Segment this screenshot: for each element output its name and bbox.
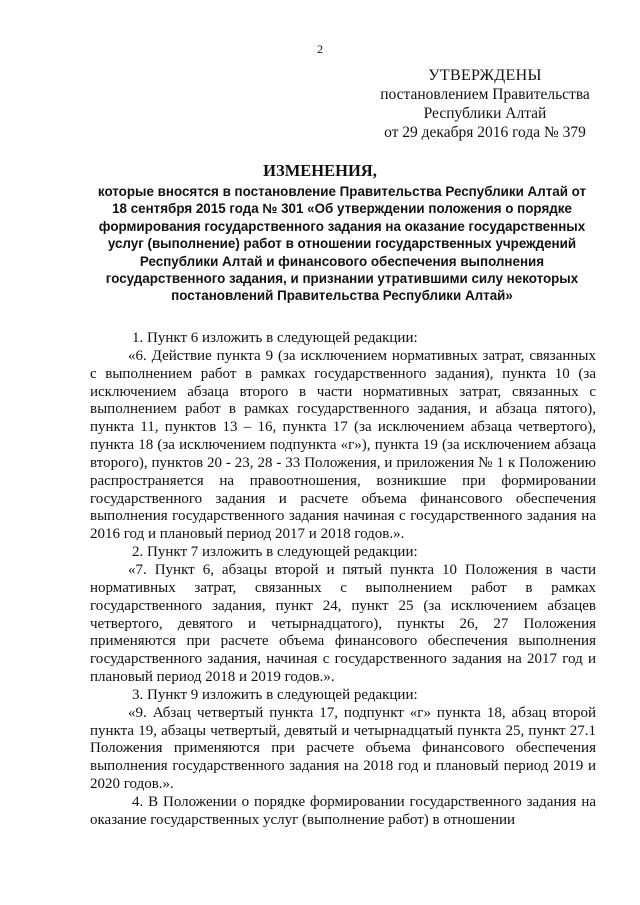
approval-line-date: от 29 декабря 2016 года № 379: [384, 124, 586, 141]
approval-stamp: [360, 66, 610, 142]
approval-line-region: Республики Алтай: [423, 105, 547, 122]
document-body: [90, 330, 596, 830]
paragraph-3: 2. Пункт 7 изложить в следующей редакции:: [132, 544, 418, 561]
paragraph-1: 1. Пункт 6 изложить в следующей редакции:: [132, 330, 418, 346]
page-number: 2: [317, 42, 323, 56]
paragraph-4: «7. Пункт 6, абзацы второй и пятый пункта 10 Положения в части нормативных затрат, связанных с выполнением работ в рамках государственного задания, пункт 24, пункт 25 (за исключением абзацев четвертого, девятого и четырнадцатого), пункты 26, 27 Положения применяются при расчете объема финансового обеспечения выполнения государственного задания, начиная с государственного задания на 2017 год и плановый период 2018 и 2019 годов.».: [90, 561, 596, 686]
paragraph-5: 3. Пункт 9 изложить в следующей редакции:: [132, 686, 418, 703]
paragraph-7: 4. В Положении о порядке формировании государственного задания на оказание государственных услуг (выполнение работ) в отношении: [90, 793, 596, 828]
approval-line-authority: постановлением Правительства: [380, 86, 590, 103]
paragraph-6: «9. Абзац четвертый пункта 17, подпункт «г» пункта 18, абзац второй пункта 19, абзацы четвертый, девятый и четырнадцатый пункта 25, пункт 27.1 Положения применяются при расчете объема финансового обеспечения выполнения государственного задания на 2018 год и плановый период 2019 и 2020 годов.».: [90, 704, 596, 793]
approval-heading: УТВЕРЖДЕНЫ: [428, 67, 542, 84]
document-subtitle: которые вносятся в постановление Правительства Республики Алтай от 18 сентября 2015 года № 301 «Об утверждении положения о порядке формирования государственного задания на оказание государственных услуг (выполнение) работ в отношении государственных учреждений Республики Алтай и финансового обеспечения выполнения государственного задания, и признании утратившими силу некоторых постановлений Правительства Республики Алтай»: [97, 184, 587, 304]
paragraph-2: «6. Действие пункта 9 (за исключением нормативных затрат, связанных с выполнением работ в рамках государственного задания), пункта 10 (за исключением абзаца второго в части нормативных затрат, связанных с выполнением работ в рамках государственного задания, и абзаца пятого), пункта 11, пунктов 13 – 16, пункта 17 (за исключением абзаца четвертого), пункта 18 (за исключением подпункта «г»), пункта 19 (за исключением абзаца второго), пунктов 20 - 23, 28 - 33 Положения, и приложения № 1 к Положению распространяется на правоотношения, возникшие при формировании государственного задания и расчете объема финансового обеспечения выполнения государственного задания начиная с государственного задания на 2016 год и плановый период 2017 и 2018 годов.».: [90, 347, 596, 543]
document-title: ИЗМЕНЕНИЯ,: [263, 161, 377, 180]
